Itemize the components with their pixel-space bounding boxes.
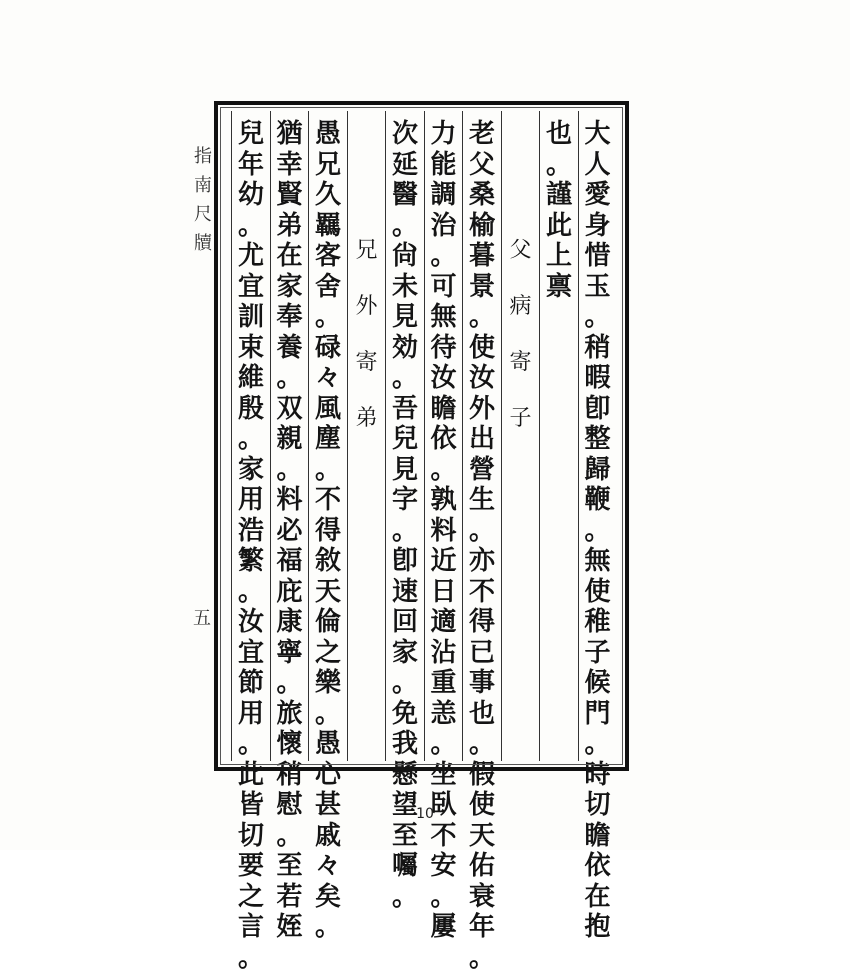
text-column: 猶 幸 賢 弟 在 家 奉 養 。 双 親 。 料 必 福 庇 康 寧 。 旅 懷 稍 慰 。 至 若 姪 [276, 119, 303, 942]
column-rule [501, 111, 502, 761]
text-column: 兒 年 幼 。 尤 宜 訓 束 維 殷 。 家 用 浩 繁 。 汝 宜 節 用 。 此 皆 切 要 之 言 。 [237, 119, 264, 973]
folio-number: 五 [193, 608, 211, 629]
text-column: 力 能 調 治 。 可 無 待 汝 瞻 依 。 孰 料 近 日 適 沾 重 恙 。 坐 臥 不 安 。 屢 [430, 119, 457, 942]
page-number: 10 [416, 806, 434, 822]
letter-heading: 兄 外 寄 弟 [355, 238, 378, 431]
running-title-char: 尺 [194, 204, 212, 225]
letter-heading: 父 病 寄 子 [509, 238, 532, 431]
column-rule [385, 111, 386, 761]
column-rule [308, 111, 309, 761]
column-rule [270, 111, 271, 761]
running-title-char: 指 [194, 146, 212, 167]
text-column: 也 。 謹 此 上 禀 [545, 119, 572, 302]
column-rule [347, 111, 348, 761]
text-column: 老 父 桑 榆 暮 景 。 使 汝 外 出 營 生 。 亦 不 得 已 事 也 。 假 使 天 佑 衰 年 。 [468, 119, 495, 973]
text-column: 愚 兄 久 羈 客 舍 。 碌 々 風 塵 。 不 得 敘 天 倫 之 樂 。 愚 心 甚 戚 々 矣 。 [314, 119, 341, 942]
text-column: 大 人 愛 身 惜 玉 。 稍 暇 卽 整 歸 鞭 。 無 使 稚 子 候 門 。 時 切 瞻 依 在 抱 [584, 119, 611, 942]
column-rule [462, 111, 463, 761]
column-rule [231, 111, 232, 761]
running-title-char: 南 [194, 175, 212, 196]
text-column: 次 延 醫 。 尙 未 見 効 。 吾 兒 見 字 。 卽 速 回 家 。 免 我 懸 望 至 囑 。 [391, 119, 418, 912]
column-rule [578, 111, 579, 761]
running-title-char: 牘 [194, 233, 212, 254]
running-title [192, 142, 214, 258]
column-rule [424, 111, 425, 761]
column-rule [539, 111, 540, 761]
